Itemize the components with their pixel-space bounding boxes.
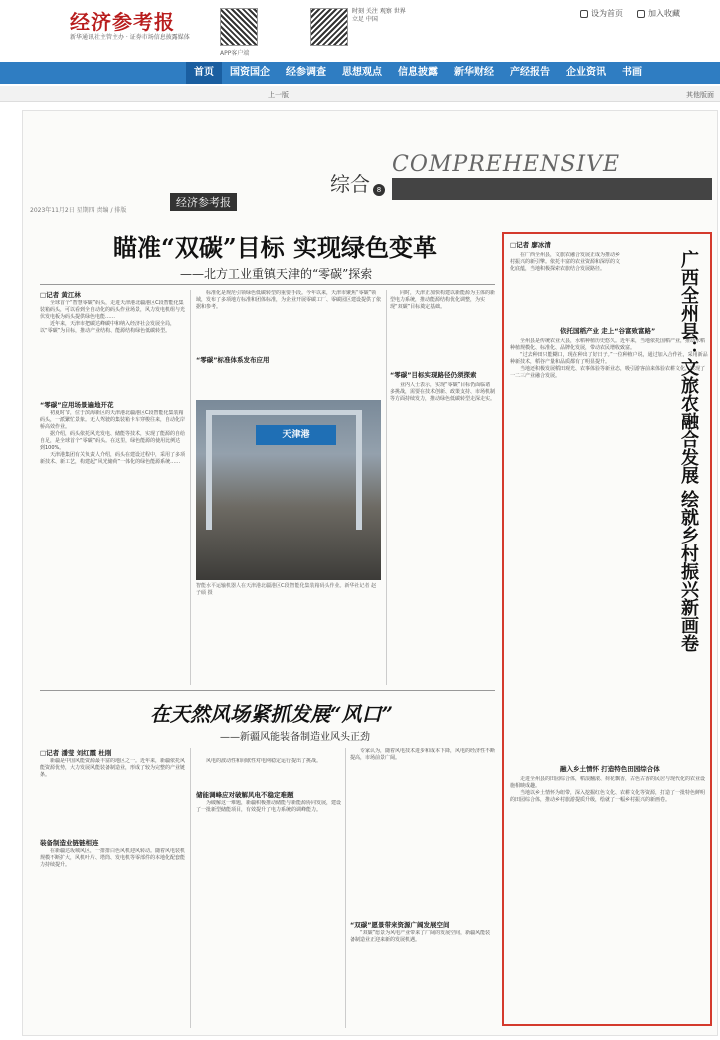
nav-item-finance[interactable]: 新华财经 xyxy=(454,67,494,78)
column-divider xyxy=(345,748,346,1028)
other-pages-link[interactable]: 其他版面 xyxy=(686,91,714,99)
section-bar xyxy=(392,178,712,200)
top-links xyxy=(580,8,680,19)
article2-body-col1: 新疆是中国风能资源最丰富的地区之一。近年来，新疆依托风能资源优势，大力发展风能装备制造业，形成了较为完整的产业链条。 xyxy=(40,758,185,778)
article2-body-col3: 专家认为，随着风电技术进步和成本下降，风电的经济性不断提高，市场前景广阔。 xyxy=(350,748,495,761)
page-number: 8 xyxy=(373,184,385,196)
article2-body-col3b: “双碳”愿景为风电产业带来了广阔的发展空间，新疆风能装备制造业正迎来新的发展机遇。 xyxy=(350,930,491,943)
prev-page-link[interactable]: 上一版 xyxy=(268,91,289,99)
crane-shape xyxy=(206,410,362,415)
app-qr-code xyxy=(220,8,258,46)
article2-subhead-3: “双碳”愿景带来资源广阔发展空间 xyxy=(350,921,450,929)
main-nav xyxy=(0,62,720,84)
article1-subhead-3: “零碳”目标实现路径仍须探索 xyxy=(390,371,477,379)
article2-body-col1b: 在新疆达坂城风区，一排排白色风机迎风转动。随着风电装机规模不断扩大，风机叶片、塔筒、发电机等零部件的本地化配套能力持续提升。 xyxy=(40,848,185,868)
section-name: 综合 xyxy=(330,172,370,196)
divider xyxy=(40,690,495,691)
article3-subhead-1: 依托国稻产业 走上“谷富致富路” xyxy=(560,327,656,335)
article1-body-col1: 全球首个“智慧零碳”码头，走进天津港北疆港区C段智能化集装箱码头，可以看到全自动化的码头作业场景，风力发电机组与光伏发电板为码头提供绿色电能…… 近年来，天津市把碳达峰碳中和纳入经济社会发展全局，以“零碳”为目标，推动产业结构、能源结构绿色低碳转型。 xyxy=(40,300,185,334)
nav-item-survey[interactable]: 经参调查 xyxy=(286,67,326,78)
article1-photo[interactable] xyxy=(196,400,381,580)
set-homepage-link[interactable] xyxy=(580,8,623,19)
article3-body-2: 全州县是传统农业大县，水稻种植历史悠久。近年来，当地依托国稻产业，推动水稻种植规模化、标准化、品牌化发展，带动农民增收致富。 “过去种田只能糊口，现在种出了好日子。”一位种植户说，通过加入合作社，采用新品种新技术，稻谷产量和品质都有了明显提升。 当地还积极发展稻田观光、农事体验等新业态，吸引游客前来体验农耕文化，实现了一二三产业融合发展。 xyxy=(510,338,708,379)
article2-subhead-2: 储能调峰应对破解风电不稳定难题 xyxy=(196,791,294,799)
nav-item-opinion[interactable]: 思想观点 xyxy=(342,67,382,78)
article2-body-col2: 风电的波动性和间歇性对电网稳定运行提出了挑战。 xyxy=(206,758,322,764)
article2-subhead-1: 装备制造业链链相连 xyxy=(40,839,99,847)
article1-title[interactable]: 瞄准“双碳”目标 实现绿色变革 xyxy=(113,233,437,262)
article1-subtitle: ——北方工业重镇天津的“零碳”探索 xyxy=(180,267,373,281)
article1-body-col1b: 初夏时节，位于滨海新区的天津港北疆港区C段智能化集装箱码头，一派繁忙景象。无人驾驶的集装箱卡车穿梭往来，自动化岸桥高效作业。 据介绍，码头依托风光发电、储能等技术，实现了能源的自给自足，是全球首个“零碳”码头。在这里，绿色能源的使用比例达到100%。 天津港集团有关负责人介绍，码头在建设过程中，采用了多项新技术、新工艺，构建起“风光储荷”一体化的绿色能源系统…… xyxy=(40,410,185,465)
wechat-qr-code xyxy=(310,8,348,46)
paper-logo: 经济参考报 xyxy=(170,193,237,211)
article3-byline: □记者 廖冰清 xyxy=(510,241,551,249)
app-qr-label: APP客户端 xyxy=(220,50,250,57)
divider xyxy=(40,284,495,285)
article3-body-1: 在广西全州县，文旅农融合发展正成为推动乡村振兴的新引擎。依托丰富的农业资源和深厚的文化底蕴，当地积极探索农旅结合发展路径。 xyxy=(510,252,621,272)
article1-body-col3: 同时，天津正加快构建以新能源为主体的新型电力系统，推动能源结构优化调整，为实现“双碳”目标奠定基础。 xyxy=(390,290,495,310)
nav-item-home[interactable]: 首页 xyxy=(186,62,222,84)
star-icon xyxy=(637,10,645,18)
article1-photo-caption: 智能水平运输机器人在天津港北疆港区C段智能化集装箱码头作业。新华社记者 赵子硕 摄 xyxy=(196,583,377,596)
column-divider xyxy=(190,290,191,685)
article1-body-col2: 标准化是规范引领绿色低碳转型的重要手段。今年以来，天津市聚焦“零碳”领域，发布了多项地方标准和团体标准，为企业开展零碳工厂、零碳园区建设提供了依据和参考。 xyxy=(196,290,381,310)
article1-byline: □记者 黄江林 xyxy=(40,291,81,299)
qr-caption: 时刻 关注 观察 世界 立足 中国 xyxy=(352,8,406,23)
nav-item-industry[interactable]: 产经报告 xyxy=(510,67,550,78)
column-divider xyxy=(190,748,191,1028)
add-favorite-label: 加入收藏 xyxy=(648,9,680,18)
add-favorite-link[interactable] xyxy=(637,8,680,19)
crane-shape xyxy=(206,410,212,530)
nav-item-soe[interactable]: 国资国企 xyxy=(230,67,270,78)
site-slogan: 新华通讯社主管主办 · 证券市场信息披露媒体 xyxy=(70,34,190,41)
section-english: COMPREHENSIVE xyxy=(392,152,621,177)
article2-title[interactable]: 在天然风场紧抓发展“风口” xyxy=(150,702,394,726)
crane-shape xyxy=(356,410,362,530)
page-subbar xyxy=(0,86,720,102)
nav-item-art[interactable]: 书画 xyxy=(622,67,642,78)
article2-byline: □记者 潘莹 刘红霞 杜刚 xyxy=(40,749,112,757)
photo-sign: 天津港 xyxy=(256,425,336,445)
nav-item-enterprise[interactable]: 企业资讯 xyxy=(566,67,606,78)
article1-subhead-1: “零碳”应用场景遍地开花 xyxy=(40,401,114,409)
site-logo[interactable]: 经济参考报 xyxy=(70,10,175,34)
site-header xyxy=(0,0,720,60)
home-icon xyxy=(580,10,588,18)
article2-body-col2b: 为破解这一难题，新疆积极推动储能与新能源协同发展，建设了一批新型储能项目，有效提升了电力系统的调峰能力。 xyxy=(196,800,341,813)
nav-item-disclosure[interactable]: 信息披露 xyxy=(398,67,438,78)
article3-body-3: 走进全州县的田园综合体，稻浪翻滚、荷花飘香，古色古香的民居与现代化的农业设施相映成趣。 当地以乡土情怀为纽带，深入挖掘红色文化、农耕文化等资源，打造了一批特色鲜明的田园综合体，推动乡村旅游提质升级，绘就了一幅乡村振兴的新画卷。 xyxy=(510,776,706,803)
column-divider xyxy=(386,290,387,685)
article1-body-col3b: 业内人士表示，实现“零碳”目标仍面临诸多挑战，需要在技术创新、政策支持、市场机制等方面持续发力，推动绿色低碳转型走深走实。 xyxy=(390,382,495,402)
page-meta: 2023年11月2日 星期四 责编 / 排版 xyxy=(30,207,127,214)
article3-title[interactable]: 广西全州县：文旅农融合发展 绘就乡村振兴新画卷 xyxy=(678,250,699,653)
article3-subhead-2: 融入乡土情怀 打造特色田园综合体 xyxy=(560,765,660,773)
article2-subtitle: ——新疆风能装备制造业风头正劲 xyxy=(220,732,370,743)
set-homepage-label: 设为首页 xyxy=(591,9,623,18)
article1-subhead-2: “零碳”标准体系发布应用 xyxy=(196,356,270,364)
